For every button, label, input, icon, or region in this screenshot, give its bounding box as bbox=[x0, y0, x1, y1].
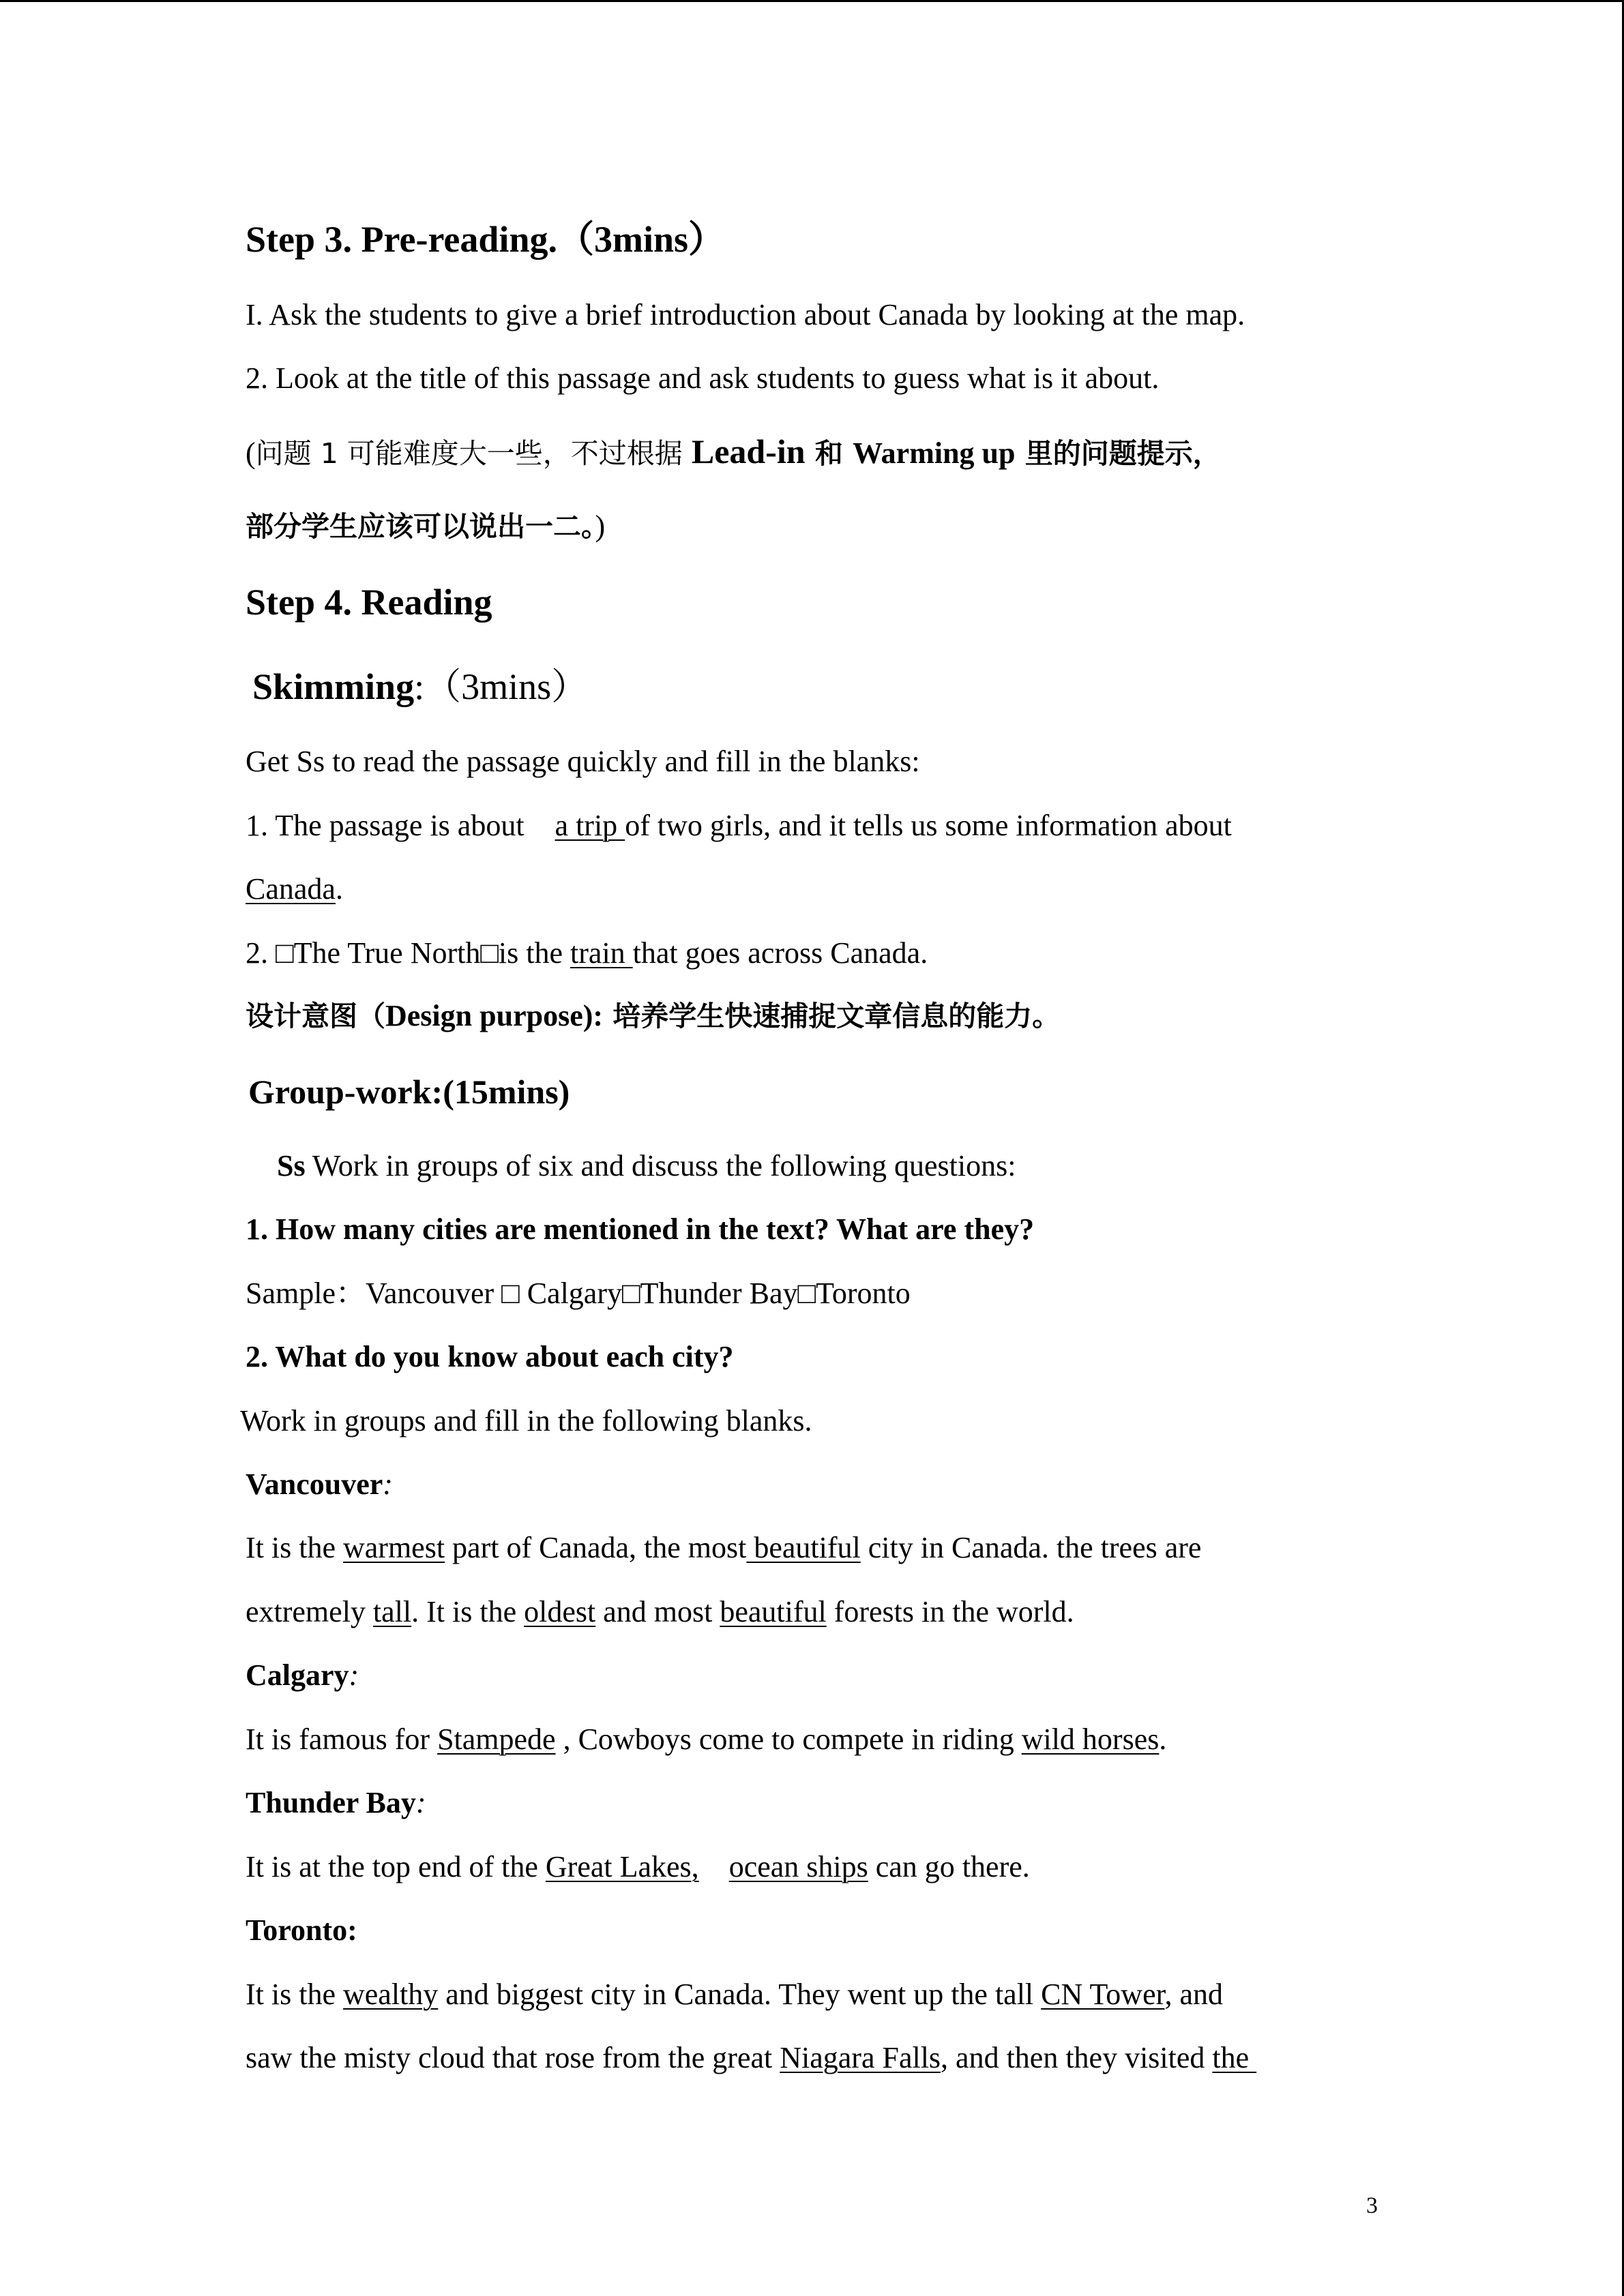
skimming-question-1 bbox=[246, 807, 1232, 845]
tor-text-b: and biggest city in Canada. They went up the tall bbox=[438, 1978, 1042, 2011]
thu-gap bbox=[699, 1850, 729, 1883]
sample-label: Sample： bbox=[246, 1277, 366, 1310]
toronto-line-2 bbox=[246, 2039, 1256, 2077]
groupwork-question-1: 1. How many cities are mentioned in the text? What are they? bbox=[246, 1212, 1035, 1246]
q1-text-b: of two girls, and it tells us some information about bbox=[625, 809, 1232, 842]
calgary-colon: : bbox=[349, 1658, 359, 1692]
groupwork-ss: Ss bbox=[277, 1149, 306, 1182]
step3-item-2: 2. Look at the title of this passage and ask students to guess what is it about. bbox=[246, 361, 1160, 395]
thu-answer-great-lakes: Great Lakes, bbox=[545, 1850, 699, 1883]
purpose-chinese-1: 设计意图（ bbox=[246, 1000, 385, 1032]
page-border-top bbox=[0, 0, 1624, 2]
note-warming-up: Warming up bbox=[853, 436, 1016, 470]
vancouver-name: Vancouver bbox=[246, 1467, 383, 1501]
van-text-d: extremely bbox=[246, 1595, 373, 1628]
cal-text-c: . bbox=[1159, 1723, 1167, 1756]
calgary-line bbox=[246, 1720, 1166, 1759]
van-text-b: part of Canada, the most bbox=[445, 1531, 747, 1564]
van-text-g: forests in the world. bbox=[826, 1595, 1074, 1628]
tor-answer-cn-tower: CN Tower bbox=[1041, 1978, 1165, 2011]
tor-text-a: It is the bbox=[246, 1978, 343, 2011]
design-purpose bbox=[246, 997, 1060, 1035]
toronto-heading: Toronto: bbox=[246, 1913, 357, 1947]
q1-answer-a-trip: a trip bbox=[555, 809, 625, 842]
van-text-f: and most bbox=[595, 1595, 720, 1628]
van-text-a: It is the bbox=[246, 1531, 343, 1564]
thunder-bay-colon: : bbox=[415, 1786, 426, 1819]
note-close-paren: ) bbox=[595, 509, 606, 543]
groupwork-heading: Group-work:(15mins) bbox=[248, 1073, 570, 1111]
cal-text-a: It is famous for bbox=[246, 1723, 438, 1756]
calgary-heading bbox=[246, 1656, 359, 1695]
cal-text-b: , Cowboys come to compete in riding bbox=[555, 1723, 1022, 1756]
thunder-bay-name: Thunder Bay bbox=[246, 1786, 416, 1819]
skimming-heading bbox=[252, 664, 588, 709]
tor-text-e: , and then they visited bbox=[941, 2041, 1213, 2074]
thu-answer-ocean-ships: ocean ships bbox=[728, 1850, 868, 1883]
vancouver-line-1 bbox=[246, 1529, 1201, 1567]
note-and: 和 bbox=[805, 437, 853, 470]
cal-answer-wild-horses: wild horses bbox=[1021, 1723, 1160, 1756]
skimming-instruction: Get Ss to read the passage quickly and fill in the blanks: bbox=[246, 745, 920, 778]
step3-title: Step 3. Pre-reading. bbox=[246, 219, 557, 260]
van-text-c: city in Canada. the trees are bbox=[860, 1531, 1202, 1564]
note-chinese-3: 部分学生应该可以说出一二。 bbox=[246, 510, 595, 543]
groupwork-fill-instruction: Work in groups and fill in the following blanks. bbox=[240, 1404, 812, 1437]
note-lead-in: Lead-in bbox=[691, 432, 806, 471]
step3-note-line-2 bbox=[246, 507, 605, 546]
step3-item-1: I. Ask the students to give a brief introduction about Canada by looking at the map. bbox=[246, 298, 1245, 331]
q1-text-a: 1. The passage is about bbox=[246, 809, 532, 842]
q1-answer-canada: Canada bbox=[246, 872, 336, 906]
step3-time: （3mins） bbox=[557, 219, 726, 260]
q2-answer-train: train bbox=[570, 936, 633, 970]
purpose-chinese-2: 培养学生快速捕捉文章信息的能力。 bbox=[603, 1000, 1061, 1032]
vancouver-colon: : bbox=[383, 1467, 393, 1501]
tor-text-c: , and bbox=[1164, 1978, 1224, 2011]
groupwork-sample bbox=[246, 1274, 911, 1313]
groupwork-intro-text: Work in groups of six and discuss the following questions: bbox=[305, 1149, 1016, 1182]
tor-answer-wealthy: wealthy bbox=[342, 1978, 439, 2011]
cal-answer-stampede: Stampede bbox=[437, 1723, 556, 1756]
van-answer-tall: tall bbox=[372, 1595, 412, 1628]
note-open-paren: ( bbox=[246, 436, 256, 470]
vancouver-heading bbox=[246, 1465, 393, 1504]
van-answer-warmest: warmest bbox=[342, 1531, 445, 1564]
van-answer-beautiful-2: beautiful bbox=[720, 1595, 827, 1628]
sample-cities: Vancouver □ Calgary□Thunder Bay□Toronto bbox=[365, 1277, 911, 1310]
groupwork-intro bbox=[277, 1147, 1016, 1185]
van-answer-beautiful: beautiful bbox=[746, 1531, 861, 1564]
tor-text-d: saw the misty cloud that rose from the great bbox=[246, 2041, 780, 2074]
groupwork-question-2: 2. What do you know about each city? bbox=[246, 1340, 734, 1373]
thu-text-b: can go there. bbox=[868, 1850, 1030, 1883]
step4-heading: Step 4. Reading bbox=[246, 582, 492, 623]
tor-answer-the: the bbox=[1212, 2041, 1257, 2074]
vancouver-line-2 bbox=[246, 1593, 1074, 1631]
step3-note-line-1 bbox=[246, 432, 1221, 473]
q2-text-a: 2. □The True North□is the bbox=[246, 936, 571, 970]
van-answer-oldest: oldest bbox=[524, 1595, 596, 1628]
step3-heading bbox=[246, 217, 725, 262]
note-chinese-2: 里的问题提示， bbox=[1015, 437, 1221, 470]
tor-answer-niagara-falls: Niagara Falls bbox=[780, 2041, 941, 2074]
calgary-name: Calgary bbox=[246, 1658, 349, 1692]
skimming-question-1-cont bbox=[246, 870, 343, 908]
toronto-line-1 bbox=[246, 1976, 1223, 2014]
skimming-question-2 bbox=[246, 934, 928, 972]
thunder-bay-heading bbox=[246, 1784, 426, 1822]
q1-end: . bbox=[335, 872, 343, 906]
note-chinese-1: 问题 1 可能难度大一些，不过根据 bbox=[255, 437, 692, 470]
page-number: 3 bbox=[1366, 2193, 1378, 2218]
purpose-english: Design purpose): bbox=[385, 999, 604, 1032]
van-text-e: . It is the bbox=[411, 1595, 525, 1628]
q2-text-b: that goes across Canada. bbox=[632, 936, 928, 970]
skimming-label: Skimming bbox=[252, 666, 415, 707]
thunder-bay-line bbox=[246, 1848, 1030, 1886]
skimming-time: :（3mins） bbox=[414, 666, 589, 707]
thu-text-a: It is at the top end of the bbox=[246, 1850, 546, 1883]
